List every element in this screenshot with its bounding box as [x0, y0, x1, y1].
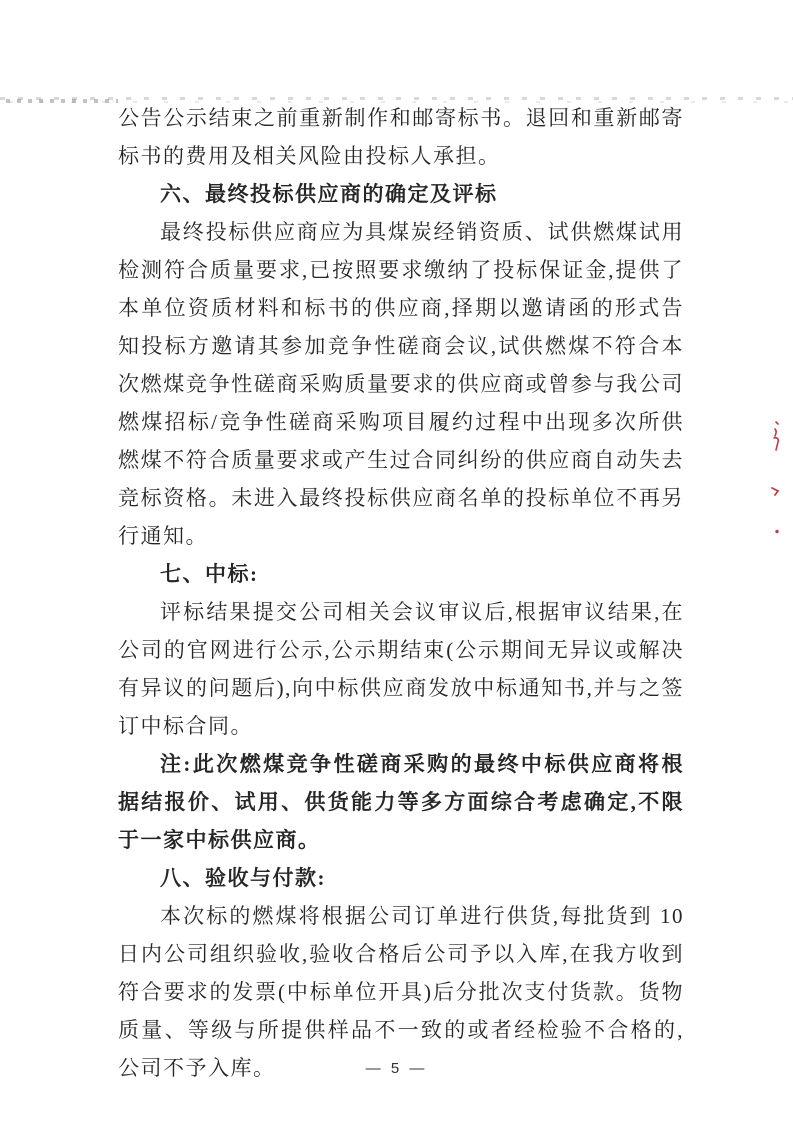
section-heading-six: 六、最终投标供应商的确定及评标 [160, 182, 498, 206]
body-paragraph-award: 评标结果提交公司相关会议审议后,根据审议结果,在公司的官网进行公示,公示期结束(公示期间无异议或解决有异议的问题后),向中标供应商发放中标通知书,并与之签订中标合同。 [118, 600, 684, 738]
body-paragraph-supplier-determination: 最终投标供应商应为具煤炭经销资质、试供燃煤试用检测符合质量要求,已按照要求缴纳了投标保证金,提供了本单位资质材料和标书的供应商,择期以邀请函的形式告知投标方邀请其参加竞争性磋商会议,试供燃煤不符合本次燃煤竞争性磋商采购质量要求的供应商或曾参与我公司燃煤招标/竞争性磋商采购项目履约过程中出现多次所供燃煤不符合质量要求或产生过合同纠纷的供应商自动失去竞标资格。未进入最终投标供应商名单的投标单位不再另行通知。 [118, 220, 684, 548]
section-heading-seven: 七、中标: [160, 562, 259, 586]
red-ink-mark-dot [774, 522, 780, 540]
page-number: — 5 — [365, 1060, 428, 1077]
red-ink-mark-squiggle [771, 420, 781, 461]
continuation-paragraph: 公告公示结束之前重新制作和邮寄标书。退回和重新邮寄标书的费用及相关风险由投标人承担。 [118, 106, 684, 168]
section-heading-eight: 八、验收与付款: [160, 866, 326, 890]
document-body [118, 99, 684, 1087]
body-paragraph-acceptance-payment: 本次标的燃煤将根据公司订单进行供货,每批货到 10 日内公司组织验收,验收合格后公司予以入库,在我方收到符合要求的发票(中标单位开具)后分批次支付货款。货物质量、等级与所提供样品不一致的或者经检验不合格的,公司不予入库。 [118, 904, 684, 1080]
red-ink-mark-tick [770, 484, 780, 502]
scan-noise-band-left [6, 99, 118, 103]
note-paragraph: 注:此次燃煤竞争性磋商采购的最终中标供应商将根据结报价、试用、供货能力等多方面综合考虑确定,不限于一家中标供应商。 [118, 752, 684, 852]
